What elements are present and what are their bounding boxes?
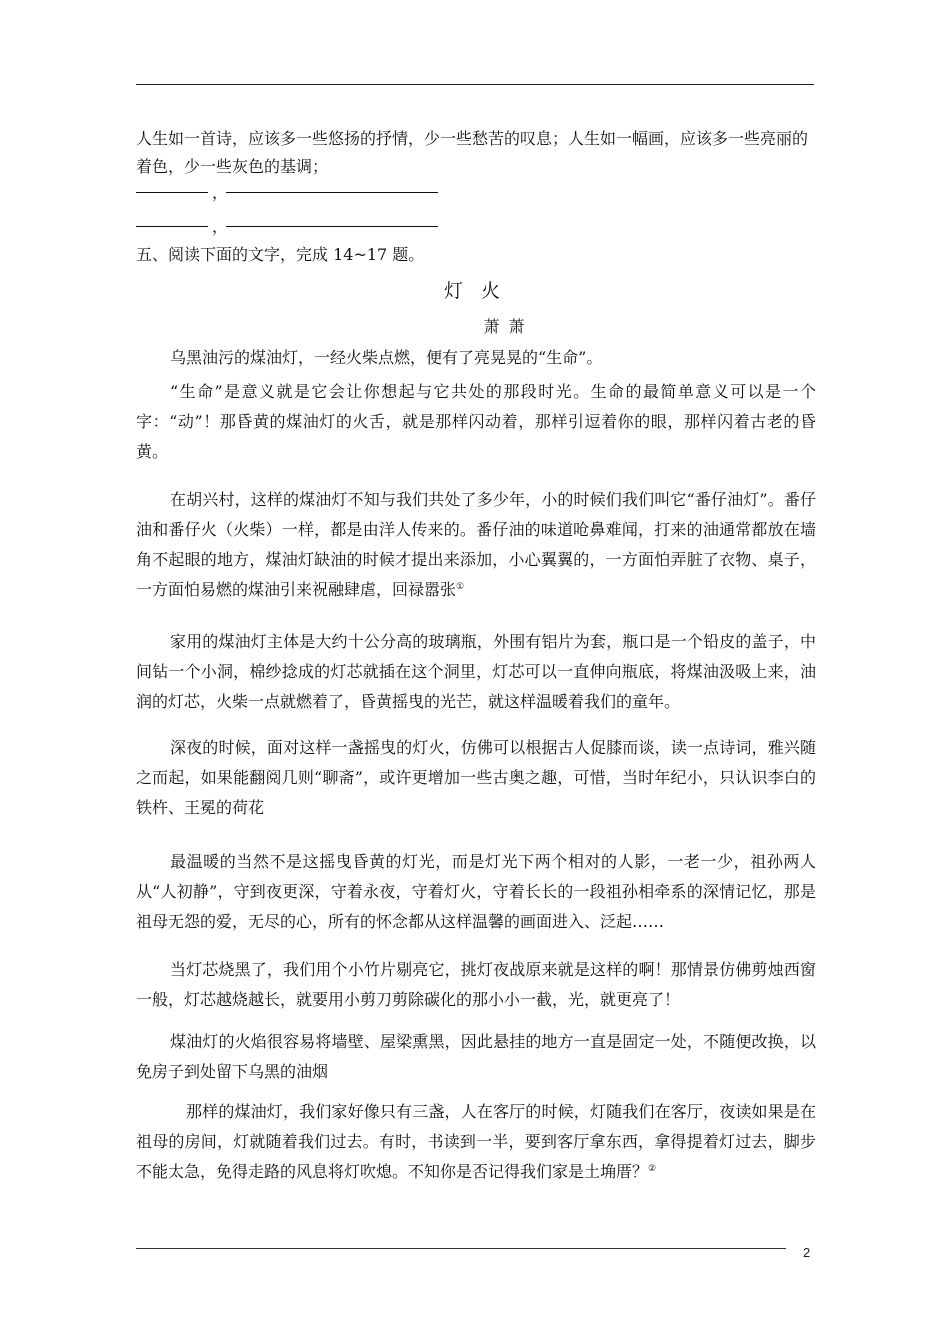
article-paragraph: “生命”是意义就是它会让你想起与它共处的那段时光。生命的最简单意义可以是一个字：“动”！那昏黄的煤油灯的火舌，就是那样闪动着，那样引逗着你的眼，那样闪着古老的昏黄。 (136, 382, 816, 461)
article-paragraph: 家用的煤油灯主体是大约十公分高的玻璃瓶，外围有铝片为套，瓶口是一个铅皮的盖子，中间钻一个小洞，棉纱捻成的灯芯就插在这个洞里，灯芯可以一直伸向瓶底，将煤油汲吸上来，油润的灯芯，火柴一点就燃着了，昏黄摇曳的光芒，就这样温暖着我们的童年。 (136, 632, 816, 711)
article-title: 灯 火 (443, 280, 507, 302)
paragraph-text: 那样的煤油灯，我们家好像只有三盏，人在客厅的时候，灯随我们在客厅，夜读如果是在祖母的房间，灯就随着我们过去。有时，书读到一半，要到客厅拿东西，拿得提着灯过去，脚步不能太急，免得走路的风息将灯吹熄。不知你是否记得我们家是土埆厝？ (136, 1102, 816, 1181)
footnote-mark: ① (456, 582, 465, 592)
page-number: 2 (803, 1245, 811, 1260)
section-heading: 五、阅读下面的文字，完成 14~17 题。 (136, 245, 425, 264)
answer-blank[interactable] (136, 192, 208, 193)
answer-blank[interactable] (226, 226, 438, 227)
article-paragraph: 最温暖的当然不是这摇曳昏黄的灯光，而是灯光下两个相对的人影，一老一少，祖孙两人从“人初静”，守到夜更深，守着永夜，守着灯火，守着长长的一段祖孙相牵系的深情记忆，那是祖母无怨的爱，无尽的心，所有的怀念都从这样温馨的画面进入、泛起…… (136, 852, 816, 931)
blank-comma: ， (212, 217, 229, 236)
answer-blank-row-2 (136, 212, 476, 242)
article-paragraph-with-note (136, 1097, 816, 1187)
answer-blank[interactable] (136, 226, 208, 227)
answer-blank[interactable] (226, 192, 438, 193)
intro-line-2: 着色，少一些灰色的基调； (136, 157, 329, 176)
footnote-mark: ② (648, 1164, 657, 1174)
header-rule (136, 84, 814, 85)
article-paragraph: 深夜的时候，面对这样一盏摇曳的灯火，仿佛可以根据古人促膝而谈，读一点诗词，雅兴随之而起，如果能翻阅几则“聊斋”，或许更增加一些古奥之趣，可惜，当时年纪小，只认识李白的铁杵、王冕的荷花 (136, 738, 816, 817)
article-paragraph: 煤油灯的火焰很容易将墙壁、屋梁熏黑，因此悬挂的地方一直是固定一处，不随便改换，以免房子到处留下乌黑的油烟 (136, 1032, 816, 1081)
answer-blank-row-1 (136, 178, 476, 208)
article-paragraph: 当灯芯烧黑了，我们用个小竹片剔亮它，挑灯夜战原来就是这样的啊！那情景仿佛剪烛西窗一般，灯芯越烧越长，就要用小剪刀剪除碳化的那小小一截，光，就更亮了！ (136, 960, 816, 1009)
article-author: 萧 萧 (483, 317, 527, 336)
article-paragraph: 乌黑油污的煤油灯，一经火柴点燃，便有了亮晃晃的“生命”。 (170, 348, 603, 367)
intro-line-1: 人生如一首诗，应该多一些悠扬的抒情，少一些愁苦的叹息；人生如一幅画，应该多一些亮丽的 (136, 129, 809, 148)
paragraph-text: 在胡兴村，这样的煤油灯不知与我们共处了多少年，小的时候们我们叫它“番仔油灯”。番仔油和番仔火（火柴）一样，都是由洋人传来的。番仔油的味道呛鼻难闻，打来的油通常都放在墙角不起眼的地方，煤油灯缺油的时候才提出来添加，小心翼翼的，一方面怕弄脏了衣物、桌子，一方面怕易燃的煤油引来祝融肆虐，回禄嚣张 (136, 490, 816, 599)
blank-comma: ， (212, 183, 229, 202)
footer-rule (136, 1248, 786, 1249)
article-paragraph-with-note (136, 485, 816, 605)
